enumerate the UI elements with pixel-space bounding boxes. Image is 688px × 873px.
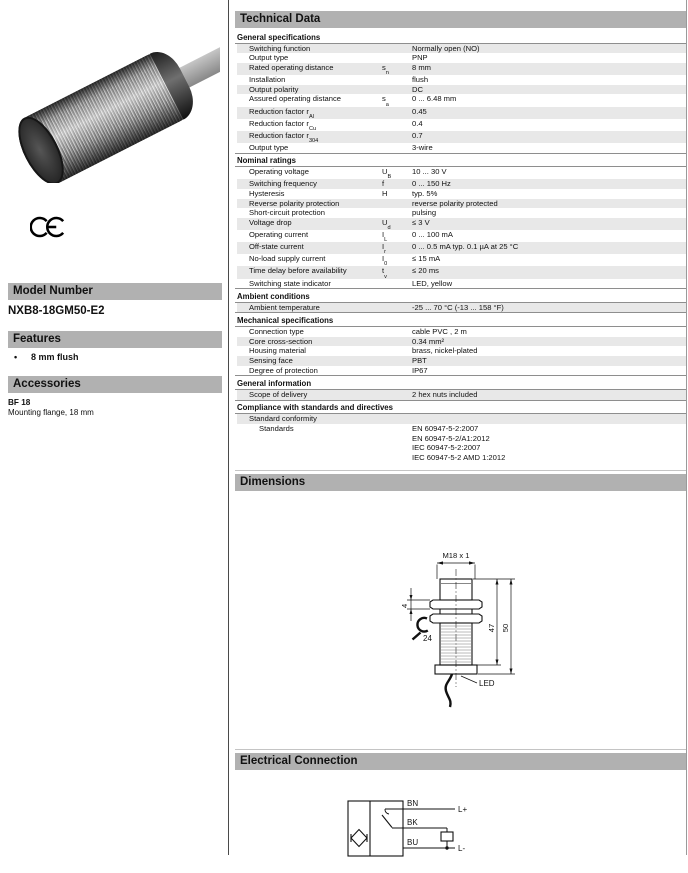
spec-section-header: Nominal ratings (235, 154, 686, 168)
spec-label: Standard conformity (249, 414, 317, 424)
spec-value-line: IEC 60947-5-2:2007 (412, 443, 481, 453)
spec-row (237, 167, 686, 179)
spec-symbol (382, 356, 412, 366)
spec-value: 0.34 mm² (412, 336, 445, 346)
model-number-value: NXB8-18GM50-E2 (8, 305, 105, 317)
spec-label: Switching state indicator (249, 278, 331, 288)
spec-label: Housing material (249, 346, 306, 356)
spec-symbol-subscript: a (385, 101, 389, 108)
spec-value: LED, yellow (412, 278, 453, 288)
spec-label: Switching function (249, 43, 311, 53)
spec-value (412, 414, 686, 424)
spec-row (237, 143, 686, 153)
spec-symbol (382, 85, 412, 95)
spec-label: Output type (249, 53, 289, 63)
spec-label: Scope of delivery (249, 389, 308, 399)
spec-symbol-subscript: v (384, 273, 387, 280)
spec-value: cable PVC , 2 m (412, 326, 467, 336)
spec-value: 3-wire (412, 142, 433, 152)
spec-row (237, 337, 686, 347)
spec-value: ≤ 20 ms (412, 266, 439, 276)
spec-row (237, 94, 686, 106)
page-right-border (686, 0, 687, 855)
spec-symbol-subscript: r (384, 249, 386, 256)
main-content (235, 11, 686, 873)
spec-symbol: $s_n$ (382, 62, 389, 77)
spec-symbol (382, 327, 412, 337)
spec-value: pulsing (412, 208, 437, 218)
technical-sections (235, 30, 686, 463)
spec-row (237, 189, 686, 199)
arrow-left-icon (437, 561, 443, 564)
cable-pigtail (446, 674, 452, 707)
spec-row (237, 44, 686, 54)
spec-row (237, 199, 686, 209)
spec-section (235, 400, 686, 463)
spec-section-header: Compliance with standards and directives (235, 401, 686, 415)
spec-label: Short-circuit protection (249, 208, 325, 218)
length-50-label: 50 (501, 623, 510, 632)
spec-value: reverse polarity protected (412, 198, 498, 208)
spec-row (237, 414, 686, 424)
spec-symbol (382, 53, 412, 63)
spec-symbol (382, 131, 412, 143)
wire-bu-label: BU (407, 837, 419, 847)
spec-symbol (382, 143, 412, 153)
proximity-sensor-symbol-icon (351, 829, 367, 846)
spec-value: 8 mm (412, 62, 431, 72)
spec-label: Reduction factor $r_{304}$ (249, 130, 319, 144)
section-separator (235, 470, 686, 471)
junction-dot (445, 846, 448, 849)
spec-row (237, 303, 686, 313)
spec-row (237, 390, 686, 400)
spec-symbol (382, 390, 412, 400)
spec-section-header: General information (235, 376, 686, 390)
left-column (8, 0, 222, 855)
spec-row (237, 424, 686, 463)
spec-row (237, 279, 686, 289)
spec-row (237, 218, 686, 230)
spec-label: Reduction factor $r_{Al}$ (249, 106, 314, 120)
spec-label: Rated operating distance (249, 62, 334, 72)
accessory-name: BF 18 (8, 398, 31, 407)
spec-value (412, 424, 686, 463)
spec-row (237, 107, 686, 119)
spec-value-line: IEC 60947-5-2 AMD 1:2012 (412, 452, 506, 462)
spec-row (237, 131, 686, 143)
spec-value: ≤ 3 V (412, 217, 430, 227)
spec-row (237, 356, 686, 366)
spec-symbol (382, 44, 412, 54)
spec-value: 0 ... 6.48 mm (412, 94, 457, 104)
wrench-size-label: 24 (423, 633, 432, 643)
spec-symbol: $s_a$ (382, 94, 389, 108)
spec-value: PBT (412, 356, 427, 366)
technical-data-header: Technical Data (235, 11, 686, 28)
spec-value: typ. 5% (412, 188, 438, 198)
spec-symbol (382, 75, 412, 85)
feature-item (14, 352, 79, 362)
wires (382, 809, 455, 848)
spec-section (235, 375, 686, 399)
spec-label: Reduction factor $r_{Cu}$ (249, 118, 317, 132)
bullet-icon: • (14, 352, 18, 362)
spec-value: 0 ... 0.5 mA typ. 0.1 µA at 25 °C (412, 242, 519, 252)
spec-label: Time delay before availability (249, 266, 347, 276)
arrow-right-icon (469, 561, 475, 564)
spec-label: Degree of protection (249, 365, 318, 375)
spec-value: DC (412, 84, 423, 94)
spec-row (237, 266, 686, 278)
nut-height-label: 4 (400, 603, 409, 608)
spec-label-subscript: 304 (308, 137, 319, 144)
spec-label: Assured operating distance (249, 94, 342, 104)
spec-row (237, 75, 686, 85)
spec-section (235, 312, 686, 375)
features-header: Features (8, 331, 222, 348)
spec-label: Connection type (249, 326, 304, 336)
switch-contact (382, 815, 392, 828)
spec-value: 0.45 (412, 106, 427, 116)
spec-symbol (382, 337, 412, 347)
spec-symbol: f (382, 179, 385, 189)
spec-label-subscript: Cu (308, 125, 317, 132)
spec-symbol-subscript: d (387, 225, 391, 232)
spec-row (237, 119, 686, 131)
spec-value: ≤ 15 mA (412, 254, 441, 264)
spec-value-line: EN 60947-5-2:2007 (412, 423, 479, 433)
spec-symbol: H (382, 188, 388, 198)
spec-symbol-subscript: L (384, 237, 388, 244)
spec-section (235, 153, 686, 289)
dimensions-drawing (235, 491, 686, 745)
spec-label: No-load supply current (249, 254, 326, 264)
spec-label: Operating current (249, 230, 309, 240)
column-divider (228, 0, 229, 855)
spec-value: 0 ... 100 mA (412, 230, 453, 240)
spec-row (237, 242, 686, 254)
spec-label: Reverse polarity protection (249, 198, 340, 208)
spec-row (237, 63, 686, 75)
dimensions-header: Dimensions (235, 474, 686, 491)
spec-value: 0 ... 150 Hz (412, 179, 451, 189)
spec-symbol (382, 303, 412, 313)
electrical-connection-header: Electrical Connection (235, 753, 686, 770)
spec-symbol (382, 414, 412, 424)
spec-value: 0.4 (412, 118, 423, 128)
led-label: LED (479, 678, 495, 688)
spec-value: brass, nickel-plated (412, 346, 478, 356)
spec-value: 10 ... 30 V (412, 167, 447, 177)
spec-label: Off-state current (249, 242, 304, 252)
spec-row (237, 230, 686, 242)
spec-row (237, 53, 686, 63)
spec-label: Output type (249, 142, 289, 152)
spec-label: Output polarity (249, 84, 299, 94)
spec-label: Core cross-section (249, 336, 313, 346)
spec-row (237, 85, 686, 95)
spec-row (237, 179, 686, 189)
spec-value: 2 hex nuts included (412, 389, 478, 399)
product-photo (10, 38, 220, 183)
spec-value: IP67 (412, 365, 428, 375)
led-leader-line (461, 676, 477, 683)
spec-label: Ambient temperature (249, 302, 320, 312)
l-plus-label: L+ (458, 804, 468, 814)
spec-symbol (382, 208, 412, 218)
spec-value: Normally open (NO) (412, 43, 480, 53)
ce-mark-logo (30, 214, 66, 240)
wire-bk-label: BK (407, 817, 418, 827)
spec-label: Hysteresis (249, 188, 285, 198)
model-number-header: Model Number (8, 283, 222, 300)
spec-symbol (382, 107, 412, 119)
spec-label: Voltage drop (249, 217, 292, 227)
spec-symbol: $I_0$ (382, 254, 388, 268)
spec-symbol-subscript: B (387, 174, 392, 181)
spec-label-subscript: Al (308, 113, 314, 120)
spec-label: Switching frequency (249, 179, 317, 189)
feature-text: 8 mm flush (31, 352, 79, 362)
spec-symbol (382, 366, 412, 376)
spec-row (237, 346, 686, 356)
length-47-label: 47 (487, 623, 496, 632)
spec-section-header: General specifications (235, 30, 686, 44)
spec-symbol-subscript: 0 (384, 261, 388, 268)
spec-section (235, 288, 686, 312)
spec-symbol: $U_B$ (382, 167, 392, 181)
spec-label: Installation (249, 75, 286, 85)
spec-row (237, 254, 686, 266)
spec-value-line: EN 60947-5-2/A1:2012 (412, 433, 490, 443)
spec-row (237, 208, 686, 218)
spec-section (235, 30, 686, 153)
spec-value: -25 ... 70 °C (-13 ... 158 °F) (412, 302, 504, 312)
accessories-header: Accessories (8, 376, 222, 393)
spec-symbol: $t_v$ (382, 266, 387, 280)
thread-size-label: M18 x 1 (442, 550, 470, 560)
spec-value: 0.7 (412, 130, 423, 140)
spec-symbol (382, 424, 412, 463)
spec-value: PNP (412, 53, 428, 63)
spec-section-header: Mechanical specifications (235, 313, 686, 327)
section-separator (235, 749, 686, 750)
spec-label: Operating voltage (249, 167, 309, 177)
spec-value: flush (412, 75, 429, 85)
spec-symbol: $U_d$ (382, 217, 391, 232)
wire-bn-label: BN (407, 798, 419, 808)
spec-label: Sensing face (249, 356, 293, 366)
spec-label: Standards (259, 423, 294, 433)
spec-row (237, 327, 686, 337)
spec-symbol: $I_L$ (382, 230, 388, 244)
spec-symbol (382, 119, 412, 131)
l-minus-label: L- (458, 843, 466, 853)
spec-symbol: $I_r$ (382, 242, 386, 256)
spec-section-header: Ambient conditions (235, 289, 686, 303)
nut-height-dim (407, 588, 430, 621)
spec-row (237, 366, 686, 376)
spec-symbol (382, 346, 412, 356)
spec-symbol-subscript: n (385, 70, 389, 77)
wiring-diagram (235, 770, 686, 873)
accessory-description: Mounting flange, 18 mm (8, 408, 94, 417)
spec-symbol (382, 199, 412, 209)
